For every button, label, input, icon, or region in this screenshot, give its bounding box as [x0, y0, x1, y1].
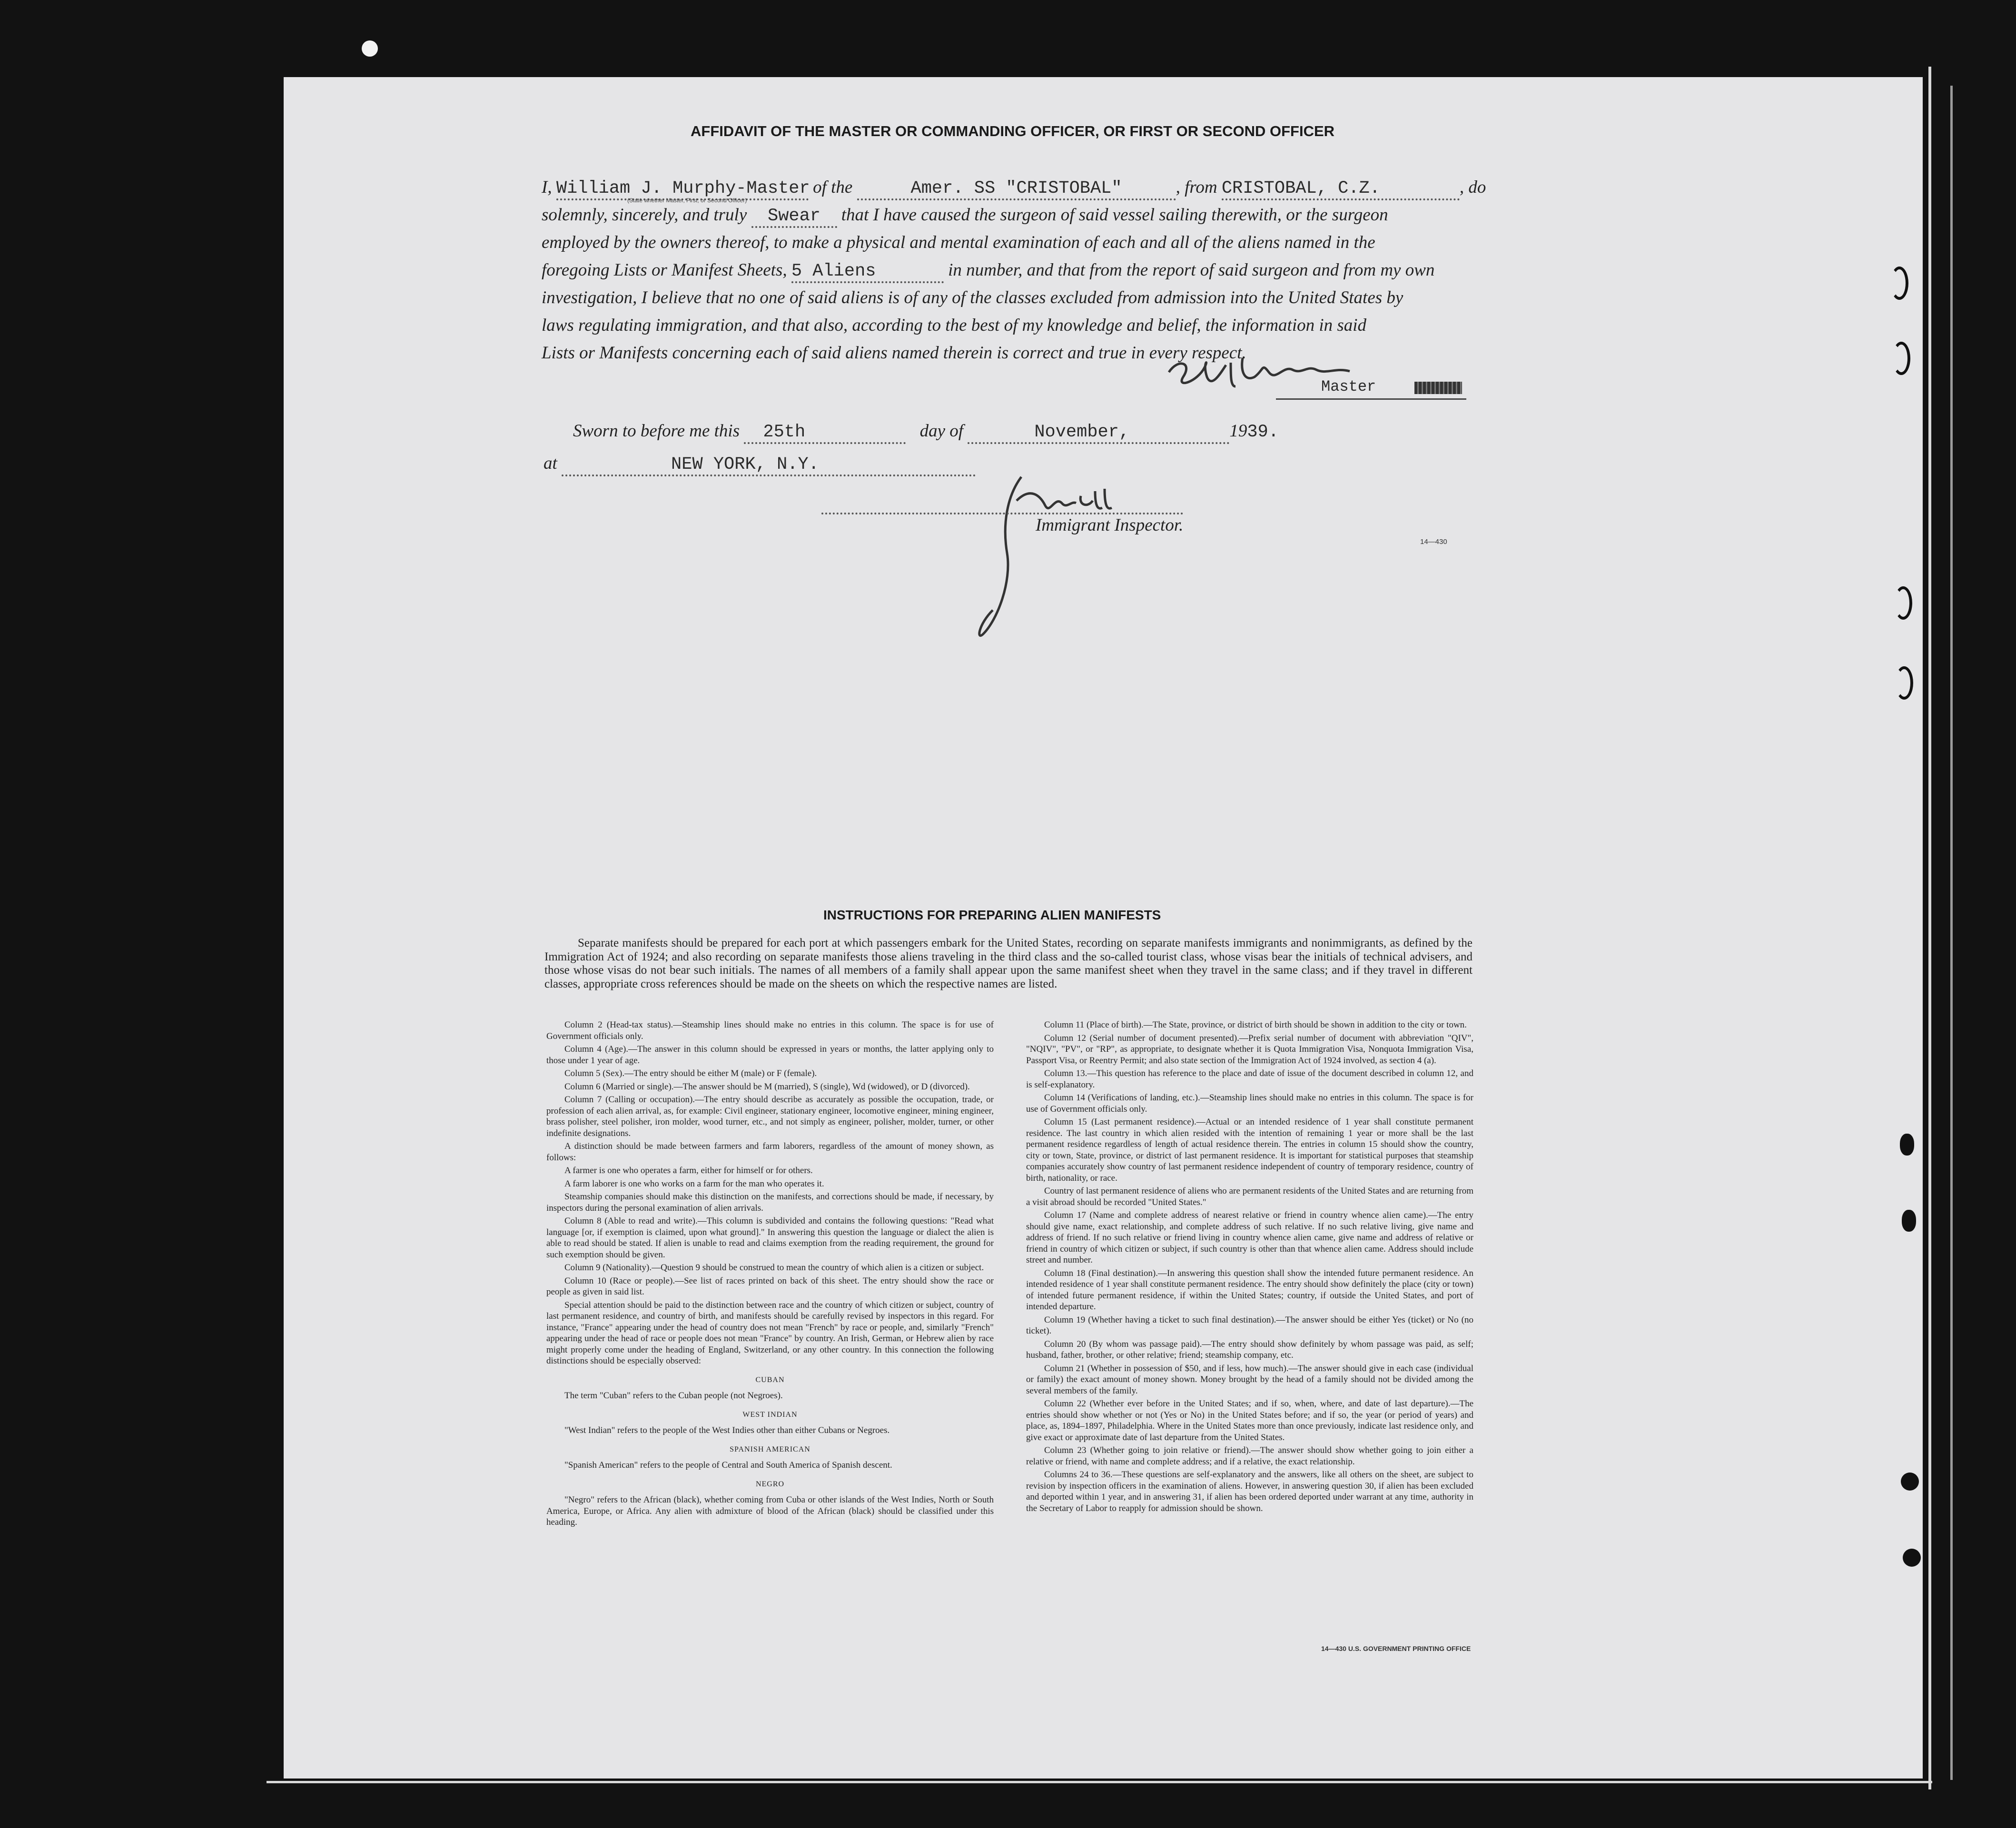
instruction-paragraph: Special attention should be paid to the distinction between race and the country of which citizen or subject, country of last permanent residence, and country of birth, and manifests should be carefully revised by inspectors in this regard. For instance, "France" appearing under the head of country does not mean "French" by race or people, and, similarly "French" appearing under the head of race or people does not mean "France" by country. An Irish, German, or Hebrew alien by race might properly come under the heading of England, Switzerland, or any other country. In this connection the following distinctions should be especially observed:: [546, 1300, 994, 1366]
affidavit-text: that I have caused the surgeon of said vessel sailing therewith, or the surgeon: [841, 205, 1388, 225]
instructions-intro: Separate manifests should be prepared for each port at which passengers embark for the United States, recording on separate manifests immigrants and nonimmigrants, as defined by the Immigration Act of 1924; and also recording on separate manifests those aliens traveling in the third class and the so-called tourist class, whose visas bear the initials of technical advisers, and those whose visas do not bear such initials. The names of all members of a family shall appear upon the same manifest sheet when they travel in the same class; and if they travel in different classes, appropriate cross references should be made on the sheets on which the respective names are listed.: [544, 937, 1472, 990]
affidavit-text: , do: [1459, 178, 1486, 197]
instruction-paragraph: Column 6 (Married or single).—The answer should be M (married), S (single), Wd (widowed), or D (divorced).: [564, 1081, 970, 1092]
affidavit-text: foregoing Lists or Manifest Sheets,: [542, 260, 787, 280]
page-edge-right-2: [1950, 86, 1953, 1780]
affidavit-text: Lists or Manifests concerning each of said aliens named therein is correct and true in every respect.: [542, 343, 1246, 363]
binder-hole-4: [1895, 666, 1913, 700]
instruction-paragraph: Column 23 (Whether going to join relative or friend).—The answer should show whether going to join either a relative or friend, with name and complete address; and if a relative, the exact relationship.: [1026, 1445, 1473, 1467]
affidavit-text: of the: [813, 178, 853, 197]
affidavit-text: laws regulating immigration, and that also, according to the best of my knowledge and belief, the information in said: [542, 316, 1367, 335]
instructions-title: INSTRUCTIONS FOR PREPARING ALIEN MANIFESTS: [823, 908, 1161, 922]
instruction-paragraph: The term "Cuban" refers to the Cuban people (not Negroes).: [564, 1391, 783, 1401]
instruction-paragraph: Column 15 (Last permanent residence).—Actual or an intended residence of 1 year shall constitute permanent residence. The last country in which alien resided with the intention of remaining 1 year or more shall be the last permanent residence regardless of length of actual residence therein. The entries in column 15 should show the country, city or town, State, province, or district of last permanent residence. It is important for statistical purposes that steamship companies accurately show country of last permanent residence independent of country of temporary residence, country of birth, nationality, or race.: [1026, 1117, 1473, 1183]
binder-hole-3: [1894, 586, 1912, 620]
instruction-paragraph: Column 14 (Verifications of landing, etc.).—Steamship lines should make no entries in this column. The space is for use of Government officials only.: [1026, 1093, 1473, 1114]
binder-hole-8: [1903, 1549, 1921, 1567]
binder-hole-6: [1902, 1210, 1916, 1232]
at-label: at: [544, 454, 557, 473]
affidavit-text: employed by the owners thereof, to make a physical and mental examination of each and all of the aliens named in the: [542, 233, 1375, 252]
sworn-text: day of: [919, 421, 964, 441]
officer-hint: (State whether Master, First, or Second Officer): [627, 197, 747, 204]
race-heading: NEGRO: [755, 1480, 785, 1488]
instruction-paragraph: Column 9 (Nationality).—Question 9 should be construed to mean the country of which alien is a citizen or subject.: [564, 1263, 984, 1273]
instruction-paragraph: "West Indian" refers to the people of the West Indies other than either Cubans or Negroes.: [564, 1425, 890, 1435]
page-edge-bottom: [267, 1781, 1932, 1783]
page-edge-right: [1928, 67, 1931, 1789]
instruction-paragraph: Column 7 (Calling or occupation).—The entry should describe as accurately as possible the occupation, trade, or profession of each alien arrival, as, for example: Civil engineer, stationary engineer, locomotive engineer, mining engineer, brass polisher, steel polisher, iron molder, wood turner, etc., and not simply as engineer, polisher, molder, turner, or other indefinite designations.: [546, 1095, 994, 1138]
binder-hole-7: [1901, 1472, 1919, 1491]
manifest-page: [284, 77, 1923, 1779]
signature-title: Master: [1321, 378, 1376, 395]
affidavit-title: AFFIDAVIT OF THE MASTER OR COMMANDING OFFICER, OR FIRST OR SECOND OFFICER: [691, 123, 1335, 139]
binder-hole-5: [1900, 1134, 1914, 1156]
sworn-text: Sworn to before me this: [573, 421, 740, 441]
instructions-left-column: [546, 1019, 994, 1530]
port-from-field: CRISTOBAL, C.Z.: [1222, 178, 1460, 200]
instruction-paragraph: Column 8 (Able to read and write).—This column is subdivided and contains the following questions: "Read what language [or, if exemption is claimed, upon what ground]." In answering this question the language or dialect the alien is able to read should be stated. If alien is unable to read and claims exemption from the reading requirement, the ground for such exemption should be given.: [546, 1216, 994, 1260]
vessel-field: Amer. SS "CRISTOBAL": [857, 178, 1176, 200]
instruction-paragraph: Columns 24 to 36.—These questions are self-explanatory and the answers, like all others on the sheet, are subject to revision by inspection officers in the examination of aliens. However, in answering question 30, if alien has been excluded and deported within 1 year, and in answering 31, if alien has been ordered deported under warrant at any time, authority in the Secretary of Labor to reapply for admission should be shown.: [1026, 1470, 1473, 1513]
scan-hole-top-left: [362, 40, 378, 57]
instruction-paragraph: Column 21 (Whether in possession of $50, and if less, how much).—The answer should give in each case (individual or family) the exact amount of money shown. Money brought by the head of a family should not be divided among the several members of the family.: [1026, 1363, 1473, 1396]
binder-hole-1: [1890, 267, 1908, 300]
affidavit-text: investigation, I believe that no one of said aliens is of any of the classes excluded from admission into the United States by: [542, 288, 1403, 307]
sworn-line: [573, 421, 1279, 444]
inspector-signature-line: [821, 513, 1183, 514]
place-line: [544, 453, 976, 476]
instruction-paragraph: Column 19 (Whether having a ticket to such final destination).—The answer should be either Yes (ticket) or No (no ticket).: [1026, 1314, 1473, 1336]
alien-count-field: 5 Aliens: [791, 261, 944, 283]
oath-field: Swear: [751, 206, 837, 228]
printing-office-footer: 14—430 U.S. GOVERNMENT PRINTING OFFICE: [1321, 1645, 1471, 1652]
officer-name-field: William J. Murphy-Master: [556, 178, 809, 200]
binder-hole-2: [1892, 342, 1910, 375]
instruction-paragraph: Column 4 (Age).—The answer in this column should be expressed in years or months, the latter applying only to those under 1 year of age.: [546, 1044, 994, 1066]
struck-out-title: [1414, 382, 1462, 394]
instruction-paragraph: A farmer is one who operates a farm, either for himself or for others.: [564, 1166, 813, 1176]
instruction-paragraph: Column 12 (Serial number of document presented).—Prefix serial number of document with abbreviation "QIV", "NQIV", "PV", or "RP", as appropriate, to designate whether it is Quota Immigration Visa, Nonquota Immigration Visa, Passport Visa, or Reentry Permit; and also state section of the Immigration Act of 1924 involved, as section 4 (a).: [1026, 1033, 1473, 1066]
instruction-paragraph: Column 2 (Head-tax status).—Steamship lines should make no entries in this column. The space is for use of Government officials only.: [546, 1020, 994, 1041]
affidavit-text: solemnly, sincerely, and truly: [542, 205, 747, 225]
instruction-paragraph: Column 18 (Final destination).—In answering this question shall show the intended future permanent residence. An intended residence of 1 year shall constitute permanent residence. The entry should show definitely the place (city or town) of intended future permanent residence, if within the United States; country, if outside the United States, and port of intended departure.: [1026, 1268, 1473, 1312]
instruction-paragraph: Column 22 (Whether ever before in the United States; and if so, when, where, and date of last departure).—The entries should show whether or not (Yes or No) in the United States before; and if so, the year (or period of years) and place, as, 1894–1897, Philadelphia. Where in the United States more than once previously, indicate last residence only, and give exact or approximate date of last departure from the United States.: [1026, 1399, 1473, 1443]
instruction-paragraph: Column 11 (Place of birth).—The State, province, or district of birth should be shown in addition to the city or town.: [1044, 1020, 1467, 1030]
instructions-right-column: [1026, 1019, 1473, 1516]
instruction-paragraph: Country of last permanent residence of aliens who are permanent residents of the United States and are returning from a visit abroad should be recorded "United States.": [1026, 1186, 1473, 1207]
year-prefix: 19: [1229, 421, 1247, 441]
instruction-paragraph: Column 10 (Race or people).—See list of races printed on back of this sheet. The entry should show the race or people as given in said list.: [546, 1275, 994, 1297]
instruction-paragraph: Column 17 (Name and complete address of nearest relative or friend in country whence alien came).—The entry should give name, exact relationship, and complete address of such relative. If no such relative living, give name and address of friend. If no such relative or friend living in country whence alien came, give name and address of relative or friend in country of which citizen or subject, if such country is other than that whence alien came. Address should include street and number.: [1026, 1210, 1473, 1265]
instruction-paragraph: A distinction should be made between farmers and farm laborers, regardless of the amount of money shown, as follows:: [546, 1141, 994, 1163]
instruction-paragraph: Column 5 (Sex).—The entry should be either M (male) or F (female).: [564, 1068, 817, 1078]
inspector-signature: [950, 467, 1121, 643]
instruction-paragraph: "Negro" refers to the African (black), whether coming from Cuba or other islands of the West Indies, North or South America, Europe, or Africa. Any alien with admixture of blood of the African (black) should be classified under this heading.: [546, 1495, 994, 1527]
affidavit-text: I,: [542, 178, 552, 197]
race-heading: CUBAN: [755, 1375, 785, 1384]
instruction-paragraph: A farm laborer is one who works on a farm for the man who operates it.: [564, 1178, 824, 1189]
affidavit-body: [542, 177, 1760, 425]
instruction-paragraph: Column 20 (By whom was passage paid).—The entry should show definitely by whom passage was paid, as self; husband, father, brother, or other relative; friend; steamship company, etc.: [1026, 1339, 1473, 1360]
instruction-paragraph: Steamship companies should make this distinction on the manifests, and corrections should be made, if necessary, by inspectors during the personal examination of alien arrivals.: [546, 1192, 994, 1213]
master-signature-line: [1276, 398, 1466, 400]
instruction-paragraph: "Spanish American" refers to the people of Central and South America of Spanish descent.: [564, 1460, 892, 1470]
race-heading: SPANISH AMERICAN: [730, 1445, 810, 1453]
affidavit-text: in number, and that from the report of said surgeon and from my own: [948, 260, 1435, 280]
place-field: NEW YORK, N.Y.: [562, 455, 976, 476]
inspector-title: Immigrant Inspector.: [1036, 515, 1184, 535]
year-suffix: 39.: [1247, 422, 1279, 442]
sworn-month-field: November,: [968, 422, 1229, 444]
form-number: 14—430: [1420, 538, 1447, 546]
affidavit-text: , from: [1176, 178, 1217, 197]
instruction-paragraph: Column 13.—This question has reference to the place and date of issue of the document described in column 12, and is self-explanatory.: [1026, 1068, 1473, 1090]
race-heading: WEST INDIAN: [742, 1410, 798, 1419]
sworn-day-field: 25th: [744, 422, 906, 444]
